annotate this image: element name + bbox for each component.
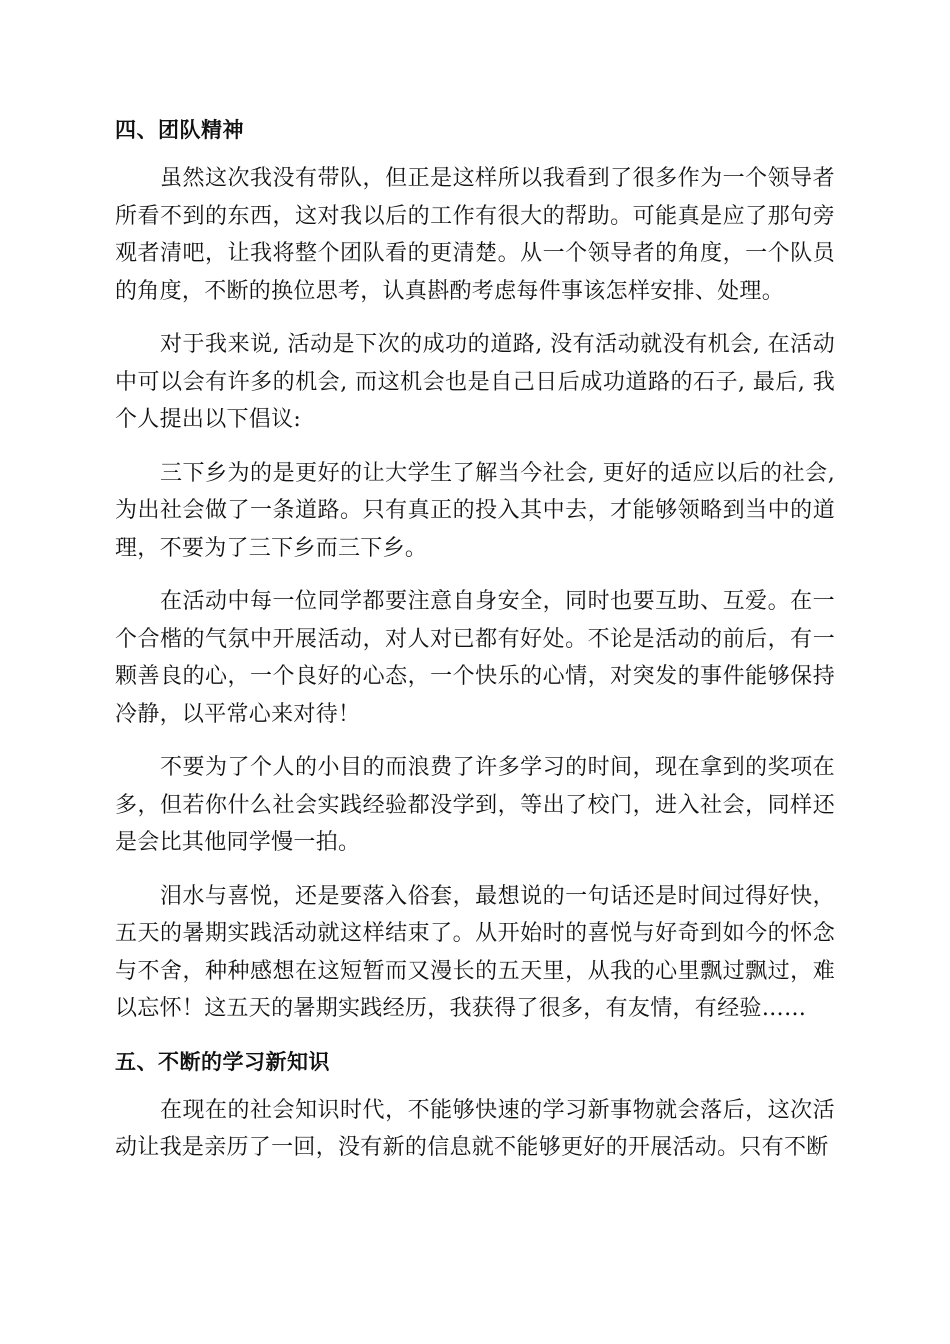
section-4-paragraph-6: 泪水与喜悦，还是要落入俗套，最想说的一句话还是时间过得好快，五天的暑期实践活动就这样结束了。从开始时的喜悦与好奇到如今的怀念与不舍，种种感想在这短暂而又漫长的五天里，从我的心里飘过飘过，难以忘怀！这五天的暑期实践经历，我获得了很多，有友情，有经验…… [115,883,835,1021]
section-4-paragraph-2: 对于我来说, 活动是下次的成功的道路, 没有活动就没有机会, 在活动中可以会有许多的机会, 而这机会也是自己日后成功道路的石子, 最后, 我个人提出以下倡议: [115,332,835,432]
section-5-heading: 五、不断的学习新知识 [115,1049,330,1074]
section-4-paragraph-4: 在活动中每一位同学都要注意自身安全，同时也要互助、互爱。在一个合楷的气氛中开展活动，对人对已都有好处。不论是活动的前后，有一颗善良的心，一个良好的心态，一个快乐的心情，对突发的事件能够保持冷静，以平常心来对待！ [115,589,835,727]
section-4-paragraph-3: 三下乡为的是更好的让大学生了解当今社会, 更好的适应以后的社会, 为出社会做了一条道路。只有真正的投入其中去，才能够领略到当中的道理，不要为了三下乡而三下乡。 [115,460,835,561]
document-body [115,112,835,1183]
section-4-paragraph-1: 虽然这次我没有带队，但正是这样所以我看到了很多作为一个领导者所看不到的东西，这对我以后的工作有很大的帮助。可能真是应了那句旁观者清吧，让我将整个团队看的更清楚。从一个领导者的角度，一个队员的角度，不断的换位思考，认真斟酌考虑每件事该怎样安排、处理。 [115,166,835,304]
section-4-paragraph-5: 不要为了个人的小目的而浪费了许多学习的时间，现在拿到的奖项在多，但若你什么社会实践经验都没学到，等出了校门，进入社会，同样还是会比其他同学慢一拍。 [115,755,835,855]
section-5-paragraph-1: 在现在的社会知识时代，不能够快速的学习新事物就会落后，这次活动让我是亲历了一回，没有新的信息就不能够更好的开展活动。只有不断 [115,1097,835,1160]
section-4-heading: 四、团队精神 [115,118,244,142]
